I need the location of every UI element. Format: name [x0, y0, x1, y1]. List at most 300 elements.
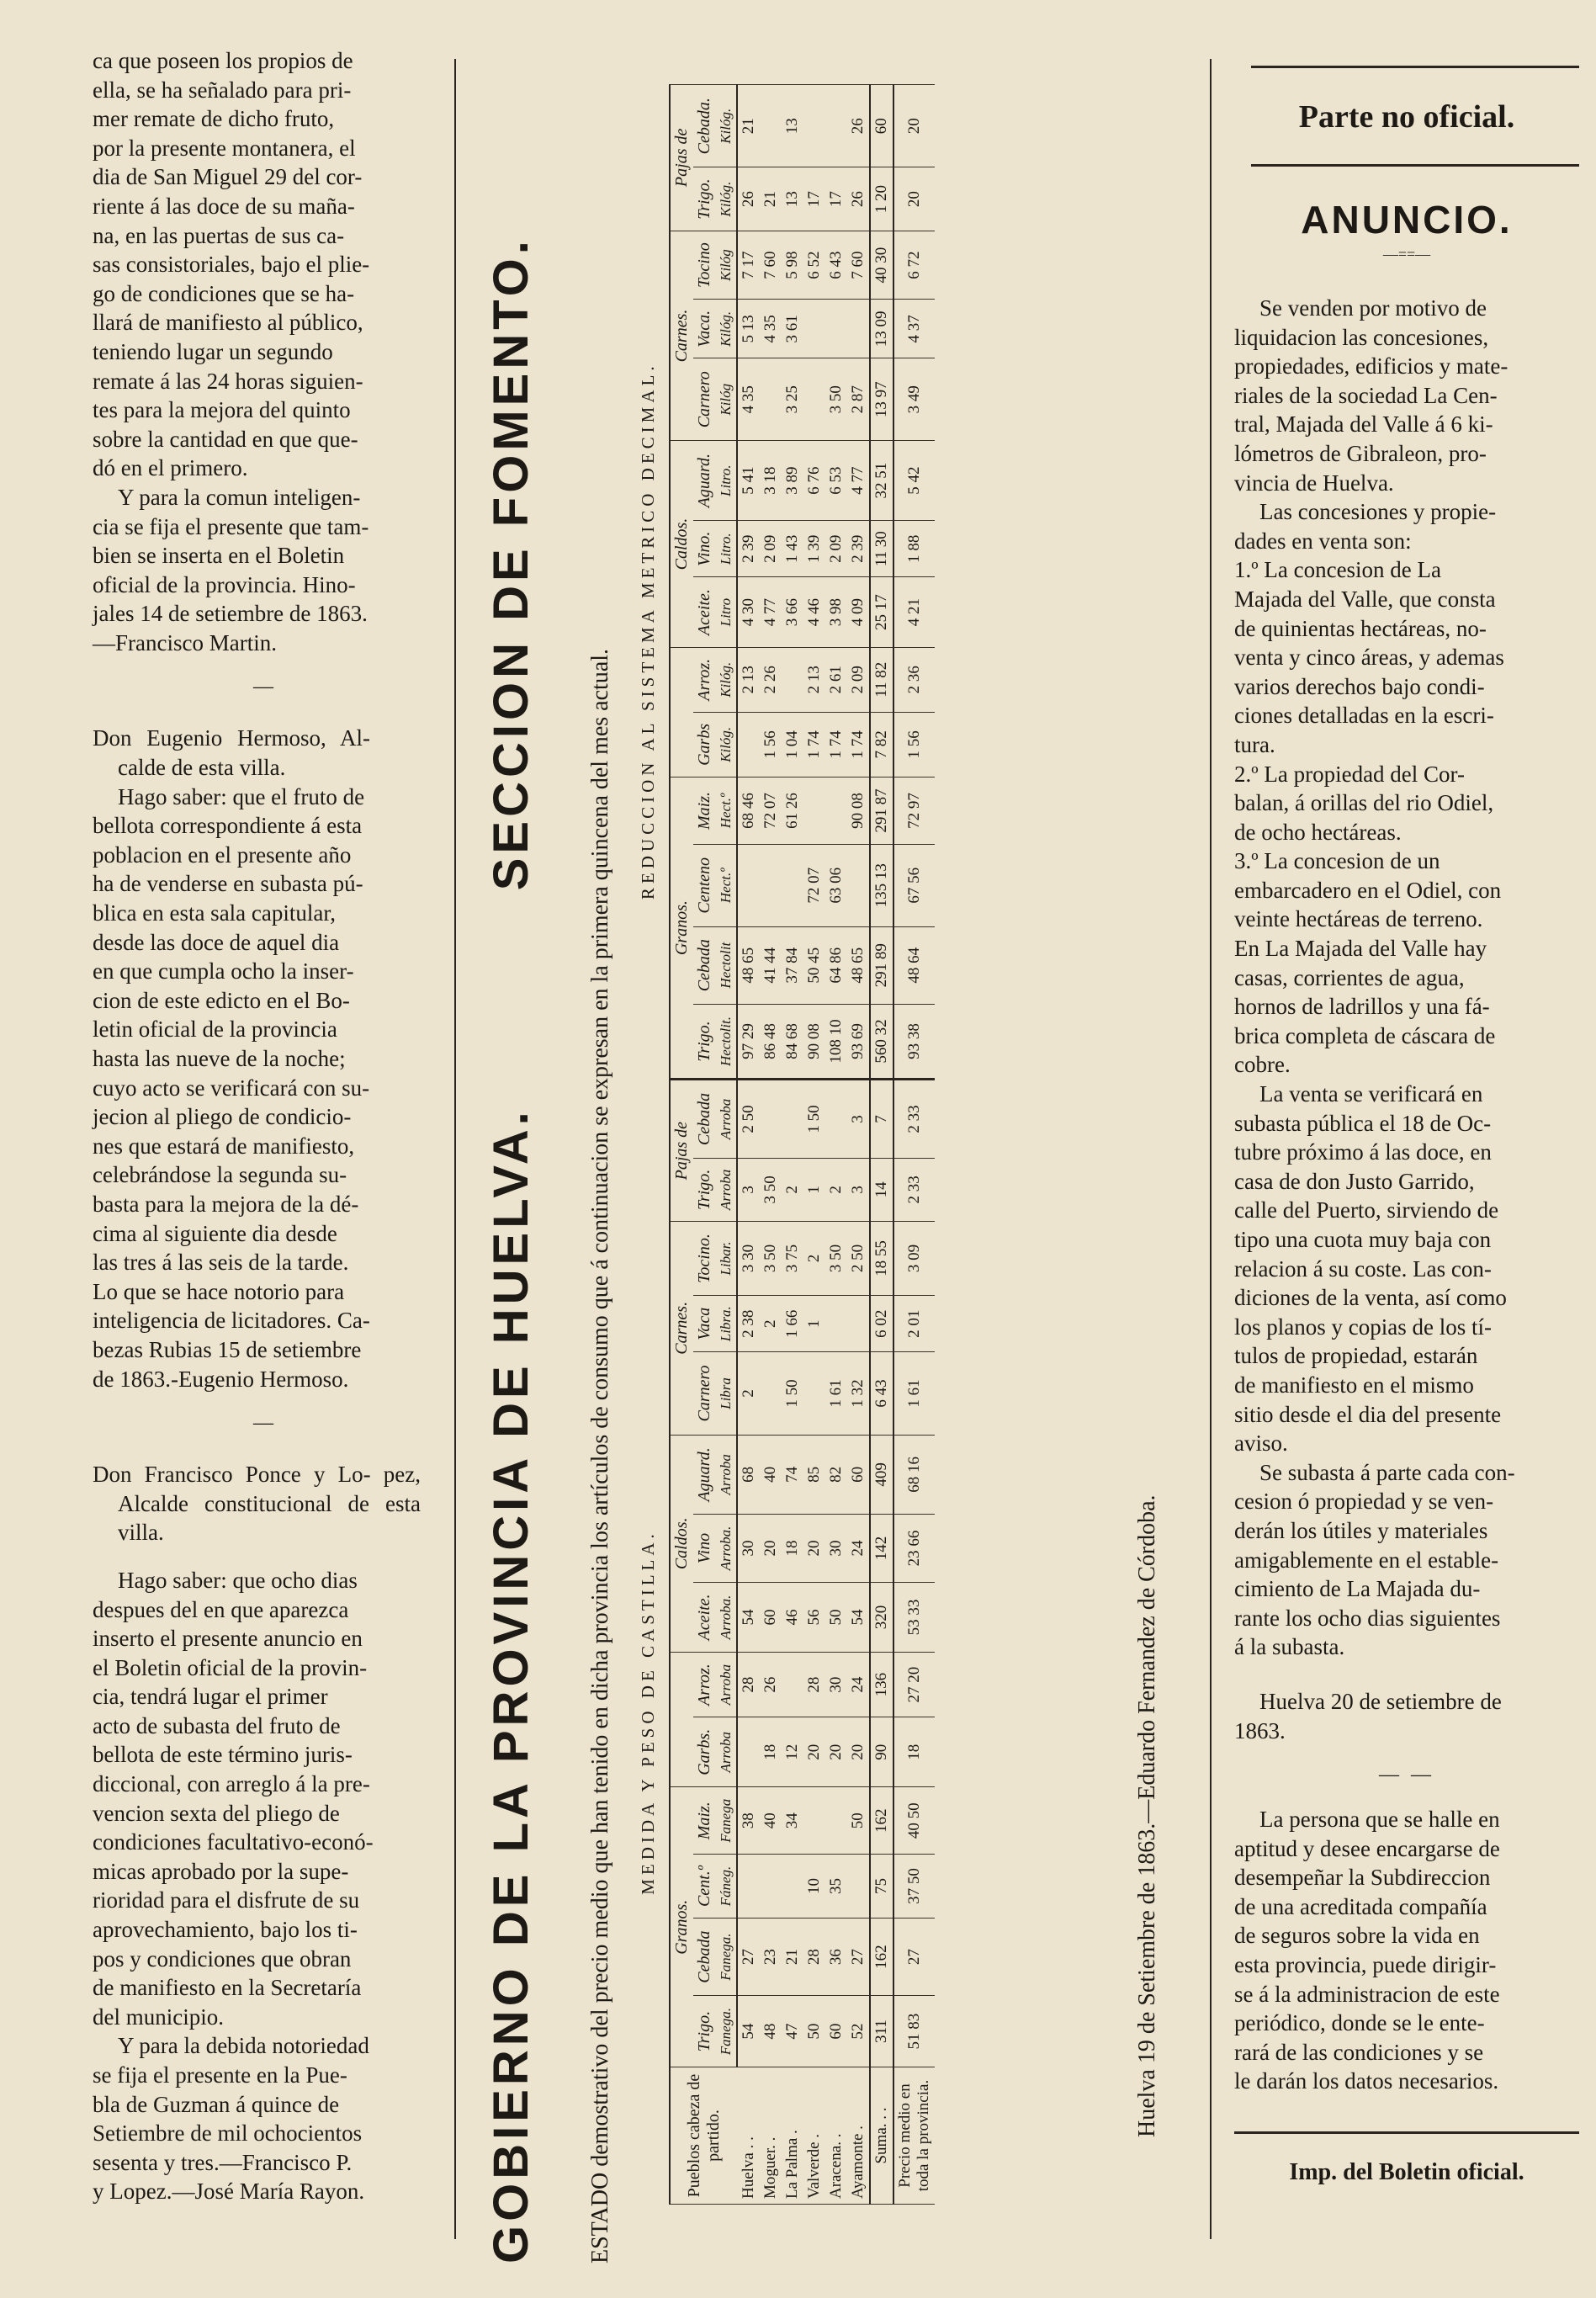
table-cell	[847, 300, 870, 358]
table-cell: 53 33	[893, 1582, 935, 1652]
table-cell: 3 09	[893, 1222, 935, 1296]
table-cell: 1 88	[893, 521, 935, 577]
table-cell	[803, 1352, 825, 1435]
table-column-header: Garbs.	[693, 1717, 716, 1787]
text-line: despues del en que aparezca	[93, 1596, 349, 1622]
text-line: jales 14 de setiembre de 1863.	[93, 601, 368, 627]
table-cell: 26	[737, 167, 760, 231]
table-cell: 54	[847, 1582, 870, 1652]
table-cell: 26	[760, 1653, 782, 1717]
table-cell: 2	[737, 1352, 760, 1435]
text-line: liquidacion las concesiones,	[1234, 324, 1489, 350]
table-cell: 6 53	[825, 441, 847, 521]
text-line: de 1863.-Eugenio Hermoso.	[93, 1366, 349, 1392]
table-cell: 2	[782, 1158, 803, 1221]
table-cell: 12	[782, 1717, 803, 1787]
text-line: sobre la cantidad en que que-	[93, 426, 358, 452]
table-column-header: Vaca.	[693, 300, 716, 358]
table-cell: 2 87	[847, 358, 870, 441]
table-cell: 30	[825, 1653, 847, 1717]
announcement-items	[1234, 497, 1579, 1080]
text-line: le darán los datos necesarios.	[1234, 2068, 1499, 2094]
table-cell: 50	[847, 1787, 870, 1855]
table-cell: 20	[847, 1717, 870, 1787]
table-cell: 3	[847, 1158, 870, 1221]
text-line: desempeñar la Subdireccion	[1234, 1865, 1491, 1891]
text-line: amigablemente en el estable-	[1234, 1547, 1499, 1573]
text-line: aviso.	[1234, 1430, 1288, 1457]
text-line: Lo que se hace notorio para	[93, 1278, 345, 1304]
table-cell: 3 50	[825, 1222, 847, 1296]
table-cell: 48 65	[847, 926, 870, 1004]
table-column-header: Trigo.	[693, 1004, 716, 1079]
table-column-header: Vino.	[693, 521, 716, 577]
table-cell: 1 61	[893, 1352, 935, 1435]
table-cell: 24	[847, 1515, 870, 1583]
separator: —	[253, 676, 277, 698]
text-line: de ocho hectáreas.	[1234, 819, 1402, 845]
table-cell	[825, 300, 847, 358]
table-cell: 48	[760, 1996, 782, 2067]
table-cell: 97 29	[737, 1004, 760, 1079]
table-cell: 2 09	[760, 521, 782, 577]
table-cell	[803, 1787, 825, 1855]
right-column	[1216, 0, 1596, 2298]
table-cell: 36	[825, 1919, 847, 1996]
text-line: vencion sexta del pliego de	[93, 1800, 340, 1826]
table-unit-header: Fáneg.	[716, 1855, 737, 1919]
text-line: remate á las 24 horas siguien-	[93, 368, 363, 394]
table-cell: 41 44	[760, 926, 782, 1004]
text-line: balan, á orillas del rio Odiel,	[1234, 790, 1494, 816]
table-cell: 82	[825, 1435, 847, 1515]
job-notice	[1234, 1805, 1579, 2096]
text-line: de manifiesto en la Secretaría	[93, 1975, 362, 2001]
table-cell: 40 30	[870, 231, 893, 300]
text-line: ca que poseen los propios de	[93, 48, 353, 73]
right-text	[1234, 66, 1579, 2186]
table-cell	[803, 85, 825, 168]
table-unit-header: Kilóg.	[716, 300, 737, 358]
table-cell	[803, 358, 825, 441]
row-town: La Palma .	[782, 2067, 803, 2205]
table-cell: 7	[870, 1080, 893, 1158]
text-line: se fija el presente en la Pue-	[93, 2062, 347, 2088]
row-town: Huelva . .	[737, 2067, 760, 2205]
table-group-header: Granos.	[670, 1787, 693, 2067]
text-line: aprovechamiento, bajo los ti-	[93, 1917, 358, 1943]
printer-footer: Imp. del Boletin oficial.	[1289, 2159, 1524, 2186]
table-cell: 60	[847, 1435, 870, 1515]
rule	[1234, 2131, 1579, 2134]
table-cell: 4 37	[893, 300, 935, 358]
notice-cabezas-rubias	[93, 724, 437, 1393]
table-column-header: Aguard.	[693, 1435, 716, 1515]
table-cell: 20	[893, 85, 935, 168]
table-cell: 68	[737, 1435, 760, 1515]
text-line: dia de San Miguel 29 del cor-	[93, 164, 363, 190]
table-row	[737, 85, 760, 2205]
table-column-header: Cebada	[693, 1080, 716, 1158]
text-line: cobre.	[1234, 1052, 1291, 1078]
row-town: Valverde .	[803, 2067, 825, 2205]
text-line: el Boletin oficial de la provin-	[93, 1654, 368, 1680]
text-line: tes para la mejora del quinto	[93, 397, 351, 423]
text-line: riales de la sociedad La Cen-	[1234, 382, 1498, 408]
table-cell: 3 30	[737, 1222, 760, 1296]
table-cell: 4 21	[893, 577, 935, 647]
table-cell	[825, 1080, 847, 1158]
table-cell: 1 32	[847, 1352, 870, 1435]
text-line: nes que estará de manifiesto,	[93, 1133, 355, 1159]
table-cell: 5 98	[782, 231, 803, 300]
table-cell: 23	[760, 1919, 782, 1996]
text-line: bellota correspondiente á esta	[93, 813, 363, 839]
text-line: hasta las nueve de la noche;	[93, 1046, 346, 1071]
table-column-header: Aceite.	[693, 577, 716, 647]
text-line: cia se fija el presente que tam-	[93, 513, 369, 539]
table-cell: 162	[870, 1787, 893, 1855]
text-line: Majada del Valle, que consta	[1234, 586, 1496, 612]
table-cell	[847, 1295, 870, 1351]
table-cell: 21	[782, 1919, 803, 1996]
table-cell: 72 97	[893, 777, 935, 845]
table-cell: 13 97	[870, 358, 893, 441]
text-line: subasta pública el 18 de Oc-	[1234, 1110, 1492, 1136]
text-line: tipo una cuota muy baja con	[1234, 1227, 1492, 1252]
announcement-heading: ANUNCIO.	[1301, 198, 1513, 241]
text-line: las tres á las seis de la tarde.	[93, 1250, 349, 1276]
table-unit-header: Litro.	[716, 521, 737, 577]
text-line: cion de este edicto en el Bo-	[93, 987, 350, 1013]
table-cell: 32 51	[870, 441, 893, 521]
text-line: celebrándose la segunda su-	[93, 1162, 347, 1188]
table-group-header: Caldos.	[670, 441, 693, 647]
text-line: micas aprobado por la supe-	[93, 1858, 349, 1884]
table-cell: 1 74	[803, 712, 825, 777]
text-line: —Francisco Martin.	[93, 629, 277, 655]
table-unit-header: Kilóg.	[716, 647, 737, 712]
text-line: cuyo acto se verificará con su-	[93, 1075, 370, 1101]
section-title-government: GOBIERNO DE LA PROVINCIA DE HUELVA.	[484, 1107, 538, 2264]
notice-closing	[93, 2031, 437, 2206]
table-cell: 63 06	[825, 844, 847, 926]
section-title-no-oficial: Parte no oficial.	[1298, 99, 1515, 135]
text-line: letin oficial de la provincia	[93, 1016, 337, 1043]
text-line: bellota de este término juris-	[93, 1742, 353, 1768]
table-cell	[803, 300, 825, 358]
text-line: y Lopez.—José María Rayon.	[93, 2179, 365, 2205]
text-line: Y para la comun inteligen-	[118, 484, 361, 510]
text-line: tral, Majada del Valle á 6 ki-	[1234, 411, 1493, 438]
text-line: cima al siguiente dia desde	[93, 1220, 337, 1246]
text-line: en que cumpla ocho la inser-	[93, 958, 354, 984]
table-cell: 2	[760, 1295, 782, 1351]
table-column-header: Vino	[693, 1515, 716, 1583]
table-cell: 47	[782, 1996, 803, 2067]
table-column-header: Arroz.	[693, 647, 716, 712]
row-label: Precio medio en toda la provincia.	[893, 2067, 935, 2205]
text-line: veinte hectáreas de terreno.	[1234, 906, 1483, 932]
table-cell: 2 33	[893, 1080, 935, 1158]
table-row-sum	[870, 85, 893, 2205]
text-line: Huelva 20 de setiembre de	[1259, 1688, 1502, 1714]
text-line: rante los ocho dias siguientes	[1234, 1605, 1501, 1631]
table-column-header: Cebada.	[693, 85, 716, 168]
announcement-separate	[1234, 1458, 1579, 1662]
table-cell	[760, 358, 782, 441]
table-cell	[782, 1855, 803, 1919]
table-cell: 54	[737, 1996, 760, 2067]
text-line: llará de manifiesto al público,	[93, 310, 363, 336]
table-unit-header: Arroba	[716, 1158, 737, 1221]
table-cell: 20	[760, 1515, 782, 1583]
separator: — —	[1379, 1764, 1434, 1786]
text-line: Setiembre de mil ochocientos	[93, 2120, 363, 2147]
table-cell: 90	[870, 1717, 893, 1787]
table-cell: 5 41	[737, 441, 760, 521]
table-cell	[737, 844, 760, 926]
table-cell: 291 89	[870, 926, 893, 1004]
table-group-header: Caldos.	[670, 1435, 693, 1653]
table-cell: 18	[760, 1717, 782, 1787]
text-line: tubre próximo á las doce, en	[1234, 1139, 1492, 1165]
table-cell: 3 18	[760, 441, 782, 521]
text-line: á la subasta.	[1234, 1634, 1345, 1660]
table-cell: 27	[847, 1919, 870, 1996]
table-cell: 2 26	[760, 647, 782, 712]
table-group-header: Pajas de	[670, 85, 693, 231]
table-cell: 6 72	[893, 231, 935, 300]
table-group-header	[670, 647, 693, 777]
table-cell: 51 83	[893, 1996, 935, 2067]
table-cell: 1 04	[782, 712, 803, 777]
text-line: varios derechos bajo condi-	[1234, 673, 1485, 699]
text-line: acto de subasta del fruto de	[93, 1712, 341, 1738]
table-cell: 60	[870, 85, 893, 168]
text-line: riente á las doce de su maña-	[93, 193, 355, 219]
notice-heading: Don Francisco Ponce y Lo- pez, Alcalde constitucional de esta villa.	[93, 1462, 421, 1546]
ornament: —==—	[1382, 246, 1431, 263]
table-row	[782, 85, 803, 2205]
table-cell: 38	[737, 1787, 760, 1855]
table-cell: 37 84	[782, 926, 803, 1004]
table-cell: 3 49	[893, 358, 935, 441]
text-line: La venta se verificará en	[1259, 1081, 1483, 1107]
text-line: pos y condiciones que obran	[93, 1945, 352, 1972]
table-cell: 21	[737, 85, 760, 168]
table-cell: 64 86	[825, 926, 847, 1004]
text-line: poblacion en el presente año	[93, 841, 352, 868]
column-rule	[1210, 59, 1212, 2239]
text-line: periódico, donde se le ente-	[1234, 2010, 1485, 2036]
table-unit-header: Libra	[716, 1352, 737, 1435]
table-cell: 2 13	[737, 647, 760, 712]
table-cell: 311	[870, 1996, 893, 2067]
table-cell: 6 43	[825, 231, 847, 300]
table-cell: 68 16	[893, 1435, 935, 1515]
table-cell: 3 50	[825, 358, 847, 441]
announcement-date	[1234, 1687, 1579, 1745]
table-cell: 11 30	[870, 521, 893, 577]
text-line: sesenta y tres.—Francisco P.	[93, 2149, 353, 2175]
table-group-header	[670, 1653, 693, 1787]
table-cell: 1 74	[847, 712, 870, 777]
table-cell: 560 32	[870, 1004, 893, 1079]
table-cell: 28	[803, 1653, 825, 1717]
text-line: La persona que se halle en	[1259, 1807, 1500, 1833]
text-line: calle del Puerto, sirviendo de	[1234, 1197, 1499, 1223]
rotated-page-section	[480, 76, 1203, 2264]
text-line: Las concesiones y propie-	[1259, 499, 1497, 525]
table-cell: 2	[825, 1158, 847, 1221]
table-cell: 6 02	[870, 1295, 893, 1351]
table-cell: 320	[870, 1582, 893, 1652]
table-cell: 28	[803, 1919, 825, 1996]
text-line: oficial de la provincia. Hino-	[93, 571, 356, 597]
table-unit-header: Hect.º	[716, 844, 737, 926]
table-cell: 90 08	[803, 1004, 825, 1079]
table-cell: 1 50	[782, 1352, 803, 1435]
text-line: vincia de Huelva.	[1234, 470, 1394, 496]
announcement-sale	[1234, 1080, 1579, 1458]
table-cell: 108 10	[825, 1004, 847, 1079]
text-line: ella, se ha señalado para pri-	[93, 77, 352, 103]
table-cell: 3 50	[760, 1222, 782, 1296]
table-unit-header: Hectolit.	[716, 1004, 737, 1079]
table-cell: 21	[760, 167, 782, 231]
table-column-header: Maiz.	[693, 777, 716, 845]
table-group-header: Granos.	[670, 777, 693, 1080]
table-unit-header: Arroba	[716, 1080, 737, 1158]
subheading-decimal: REDUCCION AL SISTEMA METRICO DECIMAL.	[638, 362, 658, 900]
left-column	[0, 0, 454, 2298]
text-line: cia, tendrá lugar el primer	[93, 1684, 328, 1710]
text-line: tulos de propiedad, estarán	[1234, 1343, 1478, 1369]
table-column-header: Arroz.	[693, 1653, 716, 1717]
text-line: por la presente montanera, el	[93, 135, 356, 161]
text-line: casas, corrientes de agua,	[1234, 964, 1465, 990]
text-line: los planos y copias de los tí-	[1234, 1314, 1492, 1340]
text-line: del municipio.	[93, 2003, 224, 2030]
table-cell: 7 17	[737, 231, 760, 300]
table-column-header: Carnero	[693, 1352, 716, 1435]
table-cell: 34	[782, 1787, 803, 1855]
table-group-header: Pajas de	[670, 1080, 693, 1222]
table-cell: 3 66	[782, 577, 803, 647]
text-line: desde las doce de aquel dia	[93, 929, 340, 955]
table-cell	[782, 1080, 803, 1158]
table-cell: 46	[782, 1582, 803, 1652]
table-cell: 24	[847, 1653, 870, 1717]
table-cell: 25 17	[870, 577, 893, 647]
table-cell: 54	[737, 1582, 760, 1652]
table-cell: 14	[870, 1158, 893, 1221]
table-cell: 93 38	[893, 1004, 935, 1079]
table-cell: 2 09	[825, 521, 847, 577]
text-line: derán los útiles y materiales	[1234, 1517, 1488, 1543]
text-line: na, en las puertas de sus ca-	[93, 222, 345, 248]
table-cell: 27	[737, 1919, 760, 1996]
table-cell	[782, 844, 803, 926]
text-line: diciones de la venta, así como	[1234, 1285, 1507, 1311]
text-line: de quinientas hectáreas, no-	[1234, 615, 1487, 641]
table-unit-header: Fanega.	[716, 1996, 737, 2067]
text-line: dó en el primero.	[93, 455, 248, 481]
table-cell: 40 50	[893, 1787, 935, 1855]
table-unit-header: Arroba	[716, 1653, 737, 1717]
table-column-header: Cebada	[693, 926, 716, 1004]
table-cell: 20	[803, 1717, 825, 1787]
table-cell: 135 13	[870, 844, 893, 926]
table-cell: 13 09	[870, 300, 893, 358]
table-cell: 1 74	[825, 712, 847, 777]
table-cell: 2 39	[847, 521, 870, 577]
row-town: Moguer. .	[760, 2067, 782, 2205]
text-line: bla de Guzman á quince de	[93, 2091, 340, 2117]
table-cell: 84 68	[782, 1004, 803, 1079]
table-cell: 68 46	[737, 777, 760, 845]
table-cell: 18	[893, 1717, 935, 1787]
table-cell: 2 33	[893, 1158, 935, 1221]
text-line: rará de las condiciones y se	[1234, 2039, 1484, 2065]
notice-closing	[93, 483, 437, 658]
table-cell: 3 98	[825, 577, 847, 647]
table-cell: 7 60	[847, 231, 870, 300]
table-row	[825, 85, 847, 2205]
text-line: 1.º La concesion de La	[1234, 557, 1442, 583]
rule	[1251, 164, 1579, 167]
table-column-header: Garbs	[693, 712, 716, 777]
text-line: se á la administracion de este	[1234, 1981, 1500, 2007]
text-line: 2.º La propiedad del Cor-	[1234, 761, 1465, 787]
table-cell: 5 42	[893, 441, 935, 521]
table-unit-header: Litro.	[716, 441, 737, 521]
table-cell: 23 66	[893, 1515, 935, 1583]
text-line: sas consistoriales, bajo el plie-	[93, 252, 370, 278]
table-cell: 4 30	[737, 577, 760, 647]
text-line: cimiento de La Majada du-	[1234, 1576, 1481, 1602]
text-line: dades en venta son:	[1234, 528, 1412, 554]
table-cell	[847, 844, 870, 926]
table-cell: 162	[870, 1919, 893, 1996]
text-line: lómetros de Gibraleon, pro-	[1234, 440, 1487, 466]
notice-puebla-guzman	[93, 1460, 437, 2206]
table-cell: 50	[803, 1996, 825, 2067]
table-column-header: Cebada	[693, 1919, 716, 1996]
table-cell: 7 60	[760, 231, 782, 300]
rule	[1251, 66, 1579, 68]
table-cell: 20	[825, 1717, 847, 1787]
table-group-header: Carnes.	[670, 231, 693, 441]
table-cell	[760, 1855, 782, 1919]
table-cell: 3 25	[782, 358, 803, 441]
table-group-header: Carnes.	[670, 1222, 693, 1436]
table-cell: 2 13	[803, 647, 825, 712]
notice-heading: Don Eugenio Hermoso, Al- calde de esta villa.	[93, 725, 370, 781]
table-cell: 20	[893, 167, 935, 231]
table-cell: 48 65	[737, 926, 760, 1004]
text-line: sitio desde el dia del presente	[1234, 1401, 1502, 1427]
text-line: condiciones facultativo-econó-	[93, 1829, 374, 1855]
table-column-header: Maiz.	[693, 1787, 716, 1855]
row-town: Ayamonte .	[847, 2067, 870, 2205]
table-unit-header: Libar.	[716, 1222, 737, 1296]
table-unit-header: Hect.º	[716, 777, 737, 845]
text-line: ha de venderse en subasta pú-	[93, 871, 363, 897]
text-line: basta para la mejora de la dé-	[93, 1191, 359, 1217]
table-unit-header: Kilóg.	[716, 167, 737, 231]
